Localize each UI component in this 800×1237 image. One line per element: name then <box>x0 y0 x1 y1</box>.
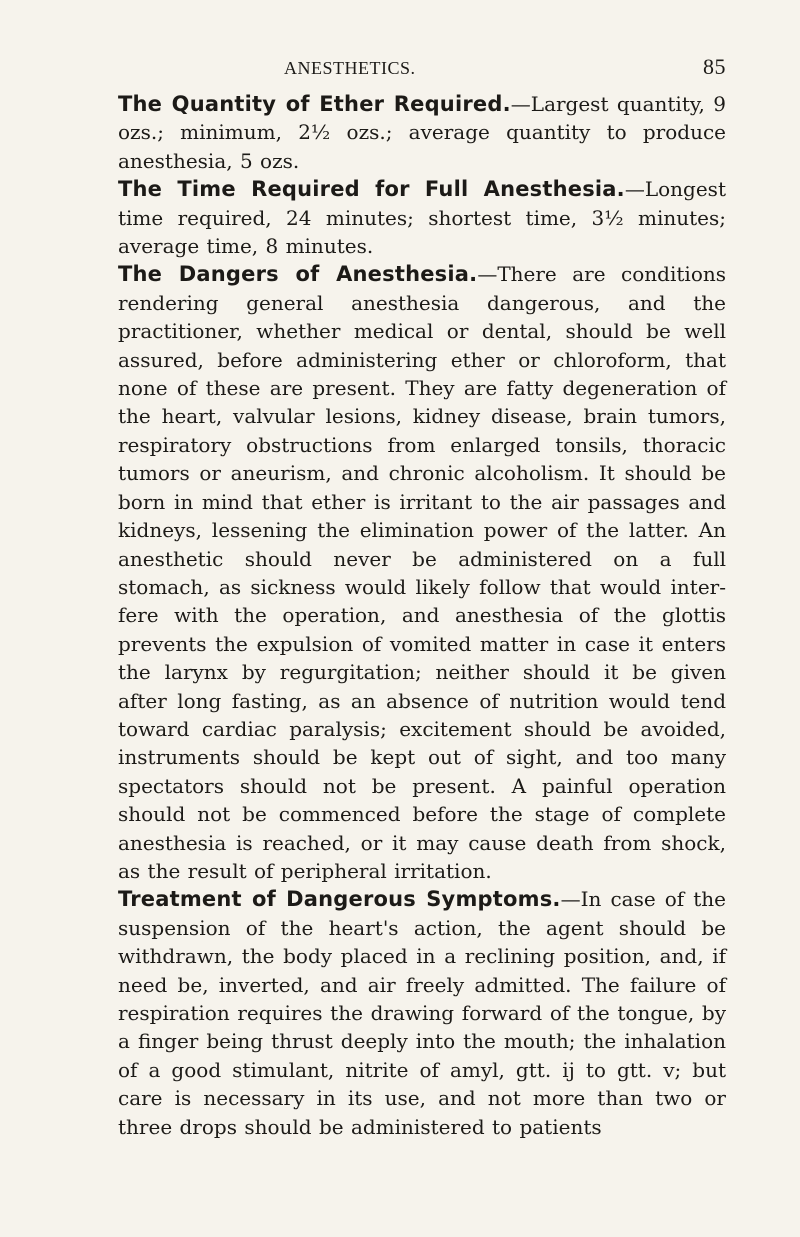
section-heading: The Dangers of Anesthesia. <box>118 262 478 287</box>
running-title: ANESTHETICS. <box>284 58 416 78</box>
paragraph-anesthesia-time <box>118 175 726 260</box>
paragraph-ether-quantity <box>118 90 726 175</box>
page-number: 85 <box>703 54 726 79</box>
section-text: —Longest time required, 24 minutes; shortest time, 3½ minutes; average time, 8 minutes. <box>118 177 726 259</box>
running-head <box>118 54 726 90</box>
section-heading: The Time Required for Full Anesthesia. <box>118 177 625 202</box>
paragraph-anesthesia-dangers <box>118 260 726 885</box>
book-page <box>118 54 727 1141</box>
section-heading: Treatment of Dangerous Symptoms. <box>118 887 561 912</box>
section-text: —There are conditions rendering general anesthesia dangerous, and the practitioner, whether medical or dental, should be well assured, before administering ether or chloroform, that none of these are present. They are fatty degeneration of the heart, valvular lesions, kidney disease, brain tumors, respiratory obstructions from enlarged tonsils, thoracic tumors or aneurism, and chronic alcoholism. It should be born in mind that ether is irritant to the air passages and kidneys, lessening the elimination power of the latter. An anesthetic should never be administered on a full stomach, as sickness would likely follow that would interfere with the operation, and anesthesia of the glottis prevents the expulsion of vomited matter in case it enters the larynx by regurgitation; neither should it be given after long fasting, as an absence of nutrition would tend toward cardiac paralysis; excitement should be avoided, instruments should be kept out of sight, and too many spectators should not be present. A painful operation should not be commenced before the stage of complete anesthesia is reached, or it may cause death from shock, as the result of peripheral irritation. <box>118 262 726 883</box>
section-heading: The Quantity of Ether Required. <box>118 92 511 116</box>
section-text: —Largest quantity, 9 ozs.; minimum, 2½ ozs.; average quantity to produce anesthesia, 5 ozs. <box>118 92 726 173</box>
paragraph-dangerous-symptoms <box>118 885 726 1141</box>
section-text: —In case of the suspension of the heart's action, the agent should be withdrawn, the body placed in a reclining position, and, if need be, inverted, and air freely admitted. The failure of respiration requires the drawing forward of the tongue, by a finger being thrust deeply into the mouth; the inhalation of a good stimulant, nitrite of amyl, gtt. ij to gtt. v; but care is necessary in its use, and not more than two or three drops should be administered to patients <box>118 887 727 1139</box>
